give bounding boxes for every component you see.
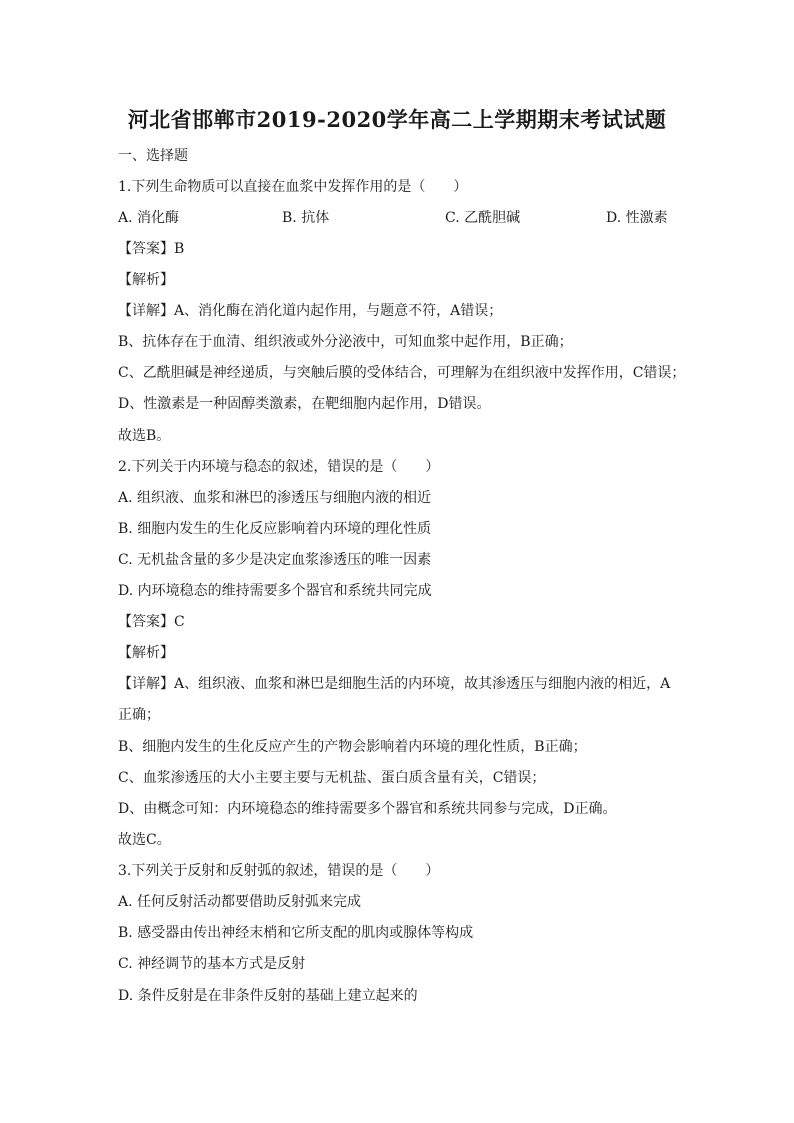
- question-2-detail-line: 【详解】A、组织液、血浆和淋巴是细胞生活的内环境，故其渗透压与细胞内液的相近，A: [118, 676, 671, 692]
- question-2-option-d: D. 内环境稳态的维持需要多个器官和系统共同完成: [118, 583, 432, 599]
- question-1-stem: 1.下列生命物质可以直接在血浆中发挥作用的是（ ）: [118, 179, 468, 195]
- question-1-conclusion: 故选B。: [118, 428, 171, 444]
- question-1-option-d: D. 性激素: [606, 210, 668, 226]
- question-2-option-b: B. 细胞内发生的生化反应影响着内环境的理化性质: [118, 521, 432, 537]
- question-3-stem: 3.下列关于反射和反射弧的叙述，错误的是（ ）: [118, 863, 440, 879]
- question-3-option-b: B. 感受器由传出神经末梢和它所支配的肌肉或腺体等构成: [118, 925, 474, 941]
- question-2-conclusion: 故选C。: [118, 832, 171, 848]
- question-1-answer: 【答案】B: [118, 241, 185, 257]
- question-2-detail-line: D、由概念可知：内环境稳态的维持需要多个器官和系统共同参与完成，D正确。: [118, 801, 617, 817]
- page-title: 河北省邯郸市2019-2020学年高二上学期期末考试试题: [127, 107, 667, 132]
- question-1-detail-line: C、乙酰胆碱是神经递质，与突触后膜的受体结合，可理解为在组织液中发挥作用，C错误；: [118, 365, 686, 381]
- question-2-answer: 【答案】C: [118, 614, 185, 630]
- question-1-detail-line: D、性激素是一种固醇类激素，在靶细胞内起作用，D错误。: [118, 396, 491, 412]
- question-2-detail-line: C、血浆渗透压的大小主要主要与无机盐、蛋白质含量有关，C错误；: [118, 770, 546, 786]
- section-heading: 一、选择题: [118, 148, 188, 164]
- question-1-detail-line: B、抗体存在于血清、组织液或外分泌液中，可知血浆中起作用，B正确；: [118, 334, 573, 350]
- question-1-analysis-label: 【解析】: [118, 272, 174, 288]
- question-1-option-b: B. 抗体: [282, 210, 330, 226]
- question-1-option-a: A. 消化酶: [118, 210, 180, 226]
- question-2-option-c: C. 无机盐含量的多少是决定血浆渗透压的唯一因素: [118, 552, 432, 568]
- question-2-option-a: A. 组织液、血浆和淋巴的渗透压与细胞内液的相近: [118, 490, 432, 506]
- question-3-option-c: C. 神经调节的基本方式是反射: [118, 956, 306, 972]
- question-3-option-a: A. 任何反射活动都要借助反射弧来完成: [118, 894, 362, 910]
- question-2-stem: 2.下列关于内环境与稳态的叙述，错误的是（ ）: [118, 459, 440, 475]
- question-1-detail-line: 【详解】A、消化酶在消化道内起作用，与题意不符，A错误；: [118, 303, 503, 319]
- question-2-detail-line: B、细胞内发生的生化反应产生的产物会影响着内环境的理化性质，B正确；: [118, 739, 587, 755]
- question-3-option-d: D. 条件反射是在非条件反射的基础上建立起来的: [118, 988, 418, 1004]
- question-1-option-c: C. 乙酰胆碱: [445, 210, 521, 226]
- question-2-analysis-label: 【解析】: [118, 645, 174, 661]
- question-2-detail-line: 正确；: [118, 707, 160, 723]
